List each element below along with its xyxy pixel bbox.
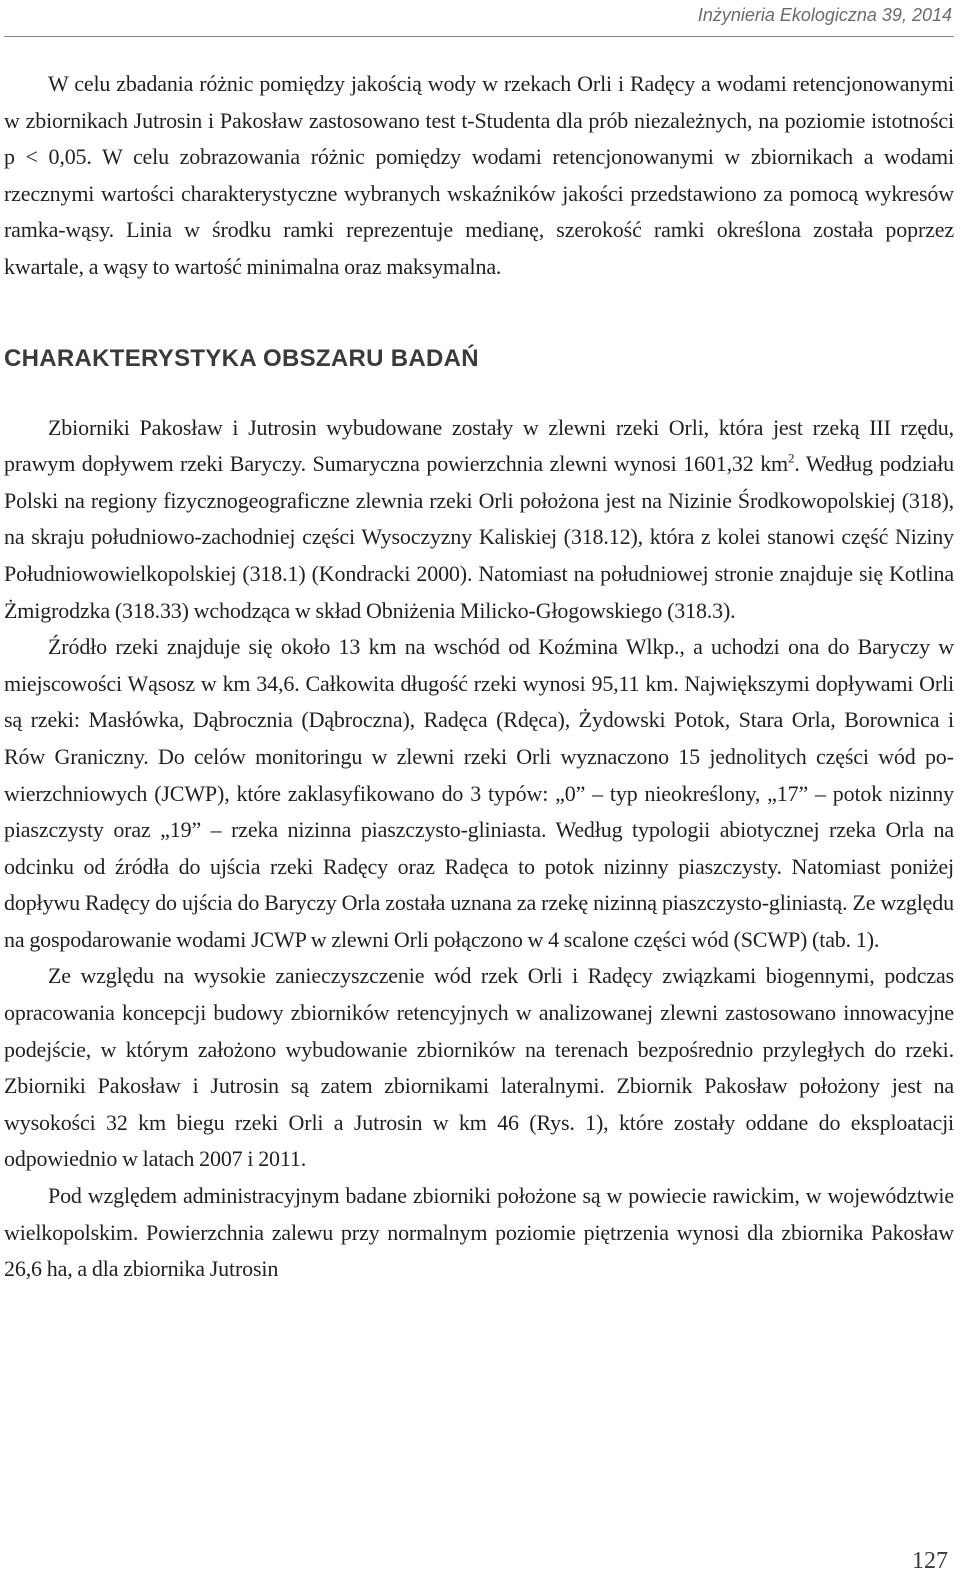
superscript: 2 — [788, 450, 795, 466]
body-text — [4, 66, 954, 1288]
section-paragraph-text-a: Zbiorniki Pakosław i Jutrosin wybudowane zostały w zlewni rzeki Orli, która jest rzeką III rzędu, prawym dopływem rzeki Baryczy. Sumaryczna powierzchnia zlewni wynosi 1601,32 km — [4, 414, 954, 477]
section-heading: CHARAKTERYSTYKA OBSZARU BADAŃ — [4, 344, 479, 372]
intro-paragraph: W celu zbadania różnic pomiędzy jakością wody w rzekach Orli i Radęcy a wodami retencjonowanymi w zbiornikach Jutrosin i Pakosław zastosowano test t-Studenta dla prób niezależnych, na poziomie istotności p < 0,05. W celu zobrazowania różnic pomiędzy wodami retencjonowanymi w zbiornikach a wodami rzecznymi wartości charakterystyczne wybranych wskaźników jakości przedstawiono za pomocą wykresów ramka-wąsy. Linia w środku ramki reprezentuje medianę, szerokość ramki określona została poprzez kwartale, a wąsy to wartość minimalna oraz maksymalna. — [4, 71, 954, 279]
running-head: Inżynieria Ekologiczna 39, 2014 — [697, 5, 952, 25]
section-paragraph: Pod względem administracyjnym badane zbiorniki położone są w powiecie rawickim, w województwie wielkopolskim. Powierzchnia zalewu przy normalnym poziomie piętrzenia wynosi dla zbiornika Pakosław 26,6 ha, a dla zbiornika Jutrosin — [4, 1183, 954, 1282]
section-paragraph-text-b: . Według podziału Polski na regiony fizycznogeograficzne zlewnia rzeki Orli położona jest na Nizinie Środkowopolskiej (318), na skraju południowo-zachodniej części Wysoczyzny Kaliskiej (318.12), która z kolei stanowi część Niziny Południowowielkopolskiej (318.1) (Kondracki 2000). Natomiast na południowej stronie znajduje się Kotlina Żmigrodzka (318.33) wchodząca w skład Obniżenia Milicko-Głogowskiego (318.3). — [4, 451, 955, 623]
section-paragraph — [4, 410, 954, 630]
section-paragraph: Ze względu na wysokie zanieczyszczenie wód rzek Orli i Radęcy związkami biogennymi, podczas opracowania koncepcji budowy zbiorników retencyjnych w analizowanej zlewni zastosowano innowacyjne podejście, w którym założono wybudowanie zbiorników na terenach bezpośrednio przyległych do rzeki. Zbiorniki Pakosław i Jutrosin są zatem zbiornikami lateralnymi. Zbiornik Pakosław położony jest na wysokości 32 km biegu rzeki Orli a Jutrosin w km 46 (Rys. 1), które zostały oddane do eksploatacji odpowiednio w latach 2007 i 2011. — [4, 963, 954, 1172]
section-paragraph: Źródło rzeki znajduje się około 13 km na wschód od Koźmina Wlkp., a uchodzi ona do Baryczy w miejscowości Wąsosz w km 34,6. Całkowita długość rzeki wynosi 95,11 km. Największymi dopływami Orli są rzeki: Masłówka, Dąbrocznia (Dąbroczna), Radęca (Rdęca), Żydowski Potok, Stara Orla, Borownica i Rów Graniczny. Do celów monitoringu w zlewni rzeki Orli wyznaczono 15 jednolitych części wód powierzchniowych (JCWP), które zaklasyfikowano do 3 typów: „0” – typ nieokreślony, „17” – potok nizinny piaszczysty oraz „19” – rzeka nizinna piaszczysto-gliniasta. Według typologii abiotycznej rzeka Orla na odcinku od źródła do ujścia rzeki Radęcy oraz Radęca to potok nizinny piaszczysty. Natomiast poniżej dopływu Radęcy do ujścia do Baryczy Orla została uznana za rzekę nizinną piaszczysto-gliniastą. Ze względu na gospodarowanie wodami JCWP w zlewni Orli połączono w 4 scalone części wód (SCWP) (tab. 1). — [4, 634, 954, 952]
page-number: 127 — [912, 1548, 948, 1574]
header-rule — [4, 36, 954, 37]
